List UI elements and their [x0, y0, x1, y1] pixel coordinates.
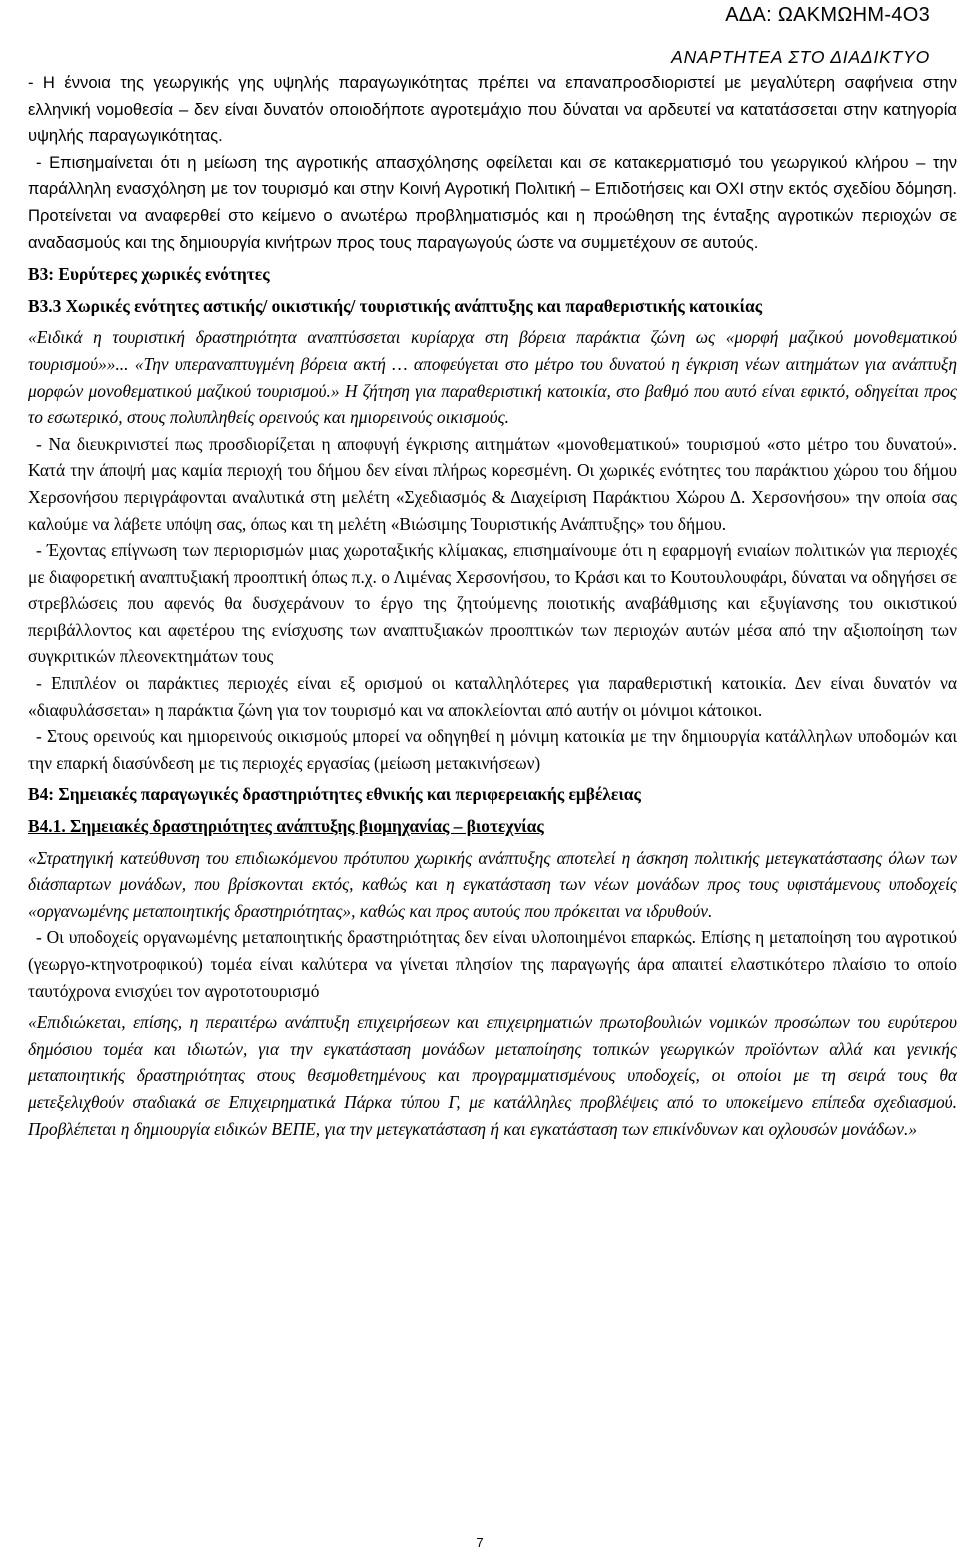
document-body [28, 70, 957, 1142]
quote-business-parks: «Επιδιώκεται, επίσης, η περαιτέρω ανάπτυξη επιχειρήσεων και επιχειρηματιών πρωτοβουλιών νομικών προσώπων του ευρύτερου δημόσιου τομέα και ιδιωτών, για την εγκατάσταση μονάδων μεταποίησης τοπικών γεωργικών προϊόντων αλλά και γενικής μεταποιητικής δραστηριότητας στους θεσμοθετημένους και προγραμματισμένους υποδοχείς, οι οποίοι με τη σειρά τους θα μετεξελιχθούν σταδιακά σε Επιχειρηματικά Πάρκα τύπου Γ, με κατάλληλες προβλέψεις από το υποκείμενο επίπεδα σχεδιασμού. Προβλέπεται η δημιουργία ειδικών ΒΕΠΕ, για την μετεγκατάσταση ή και εγκατάσταση των επικίνδυνων και οχλουσών μονάδων.» [28, 1012, 957, 1139]
paragraph-agricultural-employment-b: Προτείνεται να αναφερθεί στο κείμενο ο ανωτέρω προβληματισμός και η προώθηση της ένταξης αγροτικών περιοχών σε αναδασμούς και της δημιουργία κινήτρων προς τους παραγωγούς ώστε να συμμετέχουν σε αυτούς. [28, 205, 957, 252]
paragraph-processing-receivers: - Οι υποδοχείς οργανωμένης μεταποιητικής δραστηριότητας δεν είναι υλοποιημένοι επαρκώς. Επίσης η μεταποίηση του αγροτικού (γεωργο-κτηνοτροφικού) τομέα είναι καλύτερα να γίνεται πλησίον της παραγωγής άρα απαιτεί ελαστικότερο πλαίσιο το οποίο ταυτόχρονα ενισχύει τον αγροτοτουρισμό [28, 927, 957, 1001]
paragraph-coastal-residence: - Επιπλέον οι παράκτιες περιοχές είναι εξ ορισμού οι καταλληλότερες για παραθεριστική κατοικία. Δεν είναι δυνατόν να «διαφυλάσσεται» η παράκτια ζώνη για τον τουρισμό και να αποκλείονται από αυτήν οι μόνιμοι κάτοικοι. [28, 673, 957, 720]
paragraph-mountain-settlements: - Στους ορεινούς και ημιορεινούς οικισμούς μπορεί να οδηγηθεί η μόνιμη κατοικία με την δημιουργία κατάλληλων υποδομών και την επαρκή διασύνδεση με τις περιοχές εργασίας (μείωση μετακινήσεων) [28, 726, 957, 773]
paragraph-agricultural-employment [28, 150, 957, 256]
quote-relocation-strategy: «Στρατηγική κατεύθυνση του επιδιωκόμενου πρότυπου χωρικής ανάπτυξης αποτελεί η άσκηση πολιτικής μετεγκατάστασης όλων των διάσπαρτων μονάδων, που βρίσκονται εκτός, καθώς και η εγκατάσταση των νέων μονάδων προς τους υφιστάμενους υποδοχείς «οργανωμένης μεταποιητικής δραστηριότητας», καθώς και προς αυτούς που πρόκειται να ιδρυθούν. [28, 847, 957, 921]
quote-tourism-north-coast: «Ειδικά η τουριστική δραστηριότητα αναπτύσσεται κυρίαρχα στη βόρεια παράκτια ζώνη ως «μορφή μαζικού μονοθεματικού τουρισμού»»... «Την υπεραναπτυγμένη βόρεια ακτή … αποφεύγεται στο μέτρο του δυνατού η έγκριση νέων αιτημάτων για ανάπτυξη μορφών μονοθεματικού μαζικού τουρισμού.» Η ζήτηση για παραθεριστική κατοικία, στο βαθμό που αυτό είναι εφικτό, οδηγείται προς το εσωτερικό, στους πολυπληθείς ορεινούς και ημιορεινούς οικισμούς. [28, 327, 957, 428]
heading-b3-3: Β3.3 Χωρικές ενότητες αστικής/ οικιστικής/ τουριστικής ανάπτυξης και παραθεριστικής κατοικίας [28, 295, 763, 316]
paragraph-productivity-land: - Η έννοια της γεωργικής γης υψηλής παραγωγικότητας πρέπει να επαναπροσδιοριστεί με μεγαλύτερη σαφήνεια στην ελληνική νομοθεσία – δεν είναι δυνατόν οποιοδήποτε αγροτεμάχιο που δύναται να αρδευτεί να κατατάσσεται στην κατηγορία υψηλής παραγωγικότητας. [28, 73, 957, 146]
paragraph-uniform-policies: - Έχοντας επίγνωση των περιορισμών μιας χωροταξικής κλίμακας, επισημαίνουμε ότι η εφαρμογή ενιαίων πολιτικών για περιοχές με διαφορετική αναπτυξιακή προοπτική όπως π.χ. ο Λιμένας Χερσονήσου, το Κράσι και το Κουτουλουφάρι, δύναται να οδηγήσει σε στρεβλώσεις που αφενός θα δυσχεράνουν το έργο της ζητούμενης ποιοτικής αναβάθμισης και εξυγίανσης του οικιστικού περιβάλλοντος και αφετέρου της ενίσχυσης των αναπτυξιακών προοπτικών των περιοχών αυτών μέσα από την αξιοποίηση των συγκριτικών πλεονεκτημάτων τους [28, 540, 957, 667]
heading-b4-1 [28, 813, 957, 840]
paragraph-agricultural-employment-a: - Επισημαίνεται ότι η μείωση της αγροτικής απασχόλησης οφείλεται και σε κατακερματισμό του γεωργικού κλήρου – την παράλληλη ενασχόληση με τον τουρισμό και στην Κοινή Αγροτική Πολιτική – Επιδοτήσεις και ΟΧΙ στην εκτός σχεδίου δόμηση. [28, 152, 957, 199]
heading-b4-1-text: Β4.1. Σημειακές δραστηριότητες ανάπτυξης βιομηχανίας – βιοτεχνίας [28, 816, 544, 837]
page-number: 7 [476, 1535, 484, 1550]
heading-b3: Β3: Ευρύτερες χωρικές ενότητες [28, 264, 270, 285]
paragraph-monothematic-tourism: - Να διευκρινιστεί πως προσδιορίζεται η αποφυγή έγκρισης αιτημάτων «μονοθεματικού» τουρισμού «στο μέτρο του δυνατού». Κατά την άποψή μας καμία περιοχή του δήμου δεν είναι πλήρως κορεσμένη. Οι χωρικές ενότητες του παράκτιου χώρου του δήμου Χερσονήσου περιγράφονται αναλυτικά στη μελέτη «Σχεδιασμός & Διαχείριση Παράκτιου Χώρου Δ. Χερσονήσου» την οποία σας καλούμε να λάβετε υπόψη σας, όπως και τη μελέτη «Βιώσιμης Τουριστικής Ανάπτυξης» του δήμου. [28, 433, 957, 534]
posted-online-label: ΑΝΑΡΤΗΤΕΑ ΣΤΟ ΔΙΑΔΙΚΤΥΟ [671, 47, 930, 67]
ada-code: ΑΔΑ: ΩΑΚΜΩΗΜ-4Ο3 [725, 4, 930, 26]
heading-b4: Β4: Σημειακές παραγωγικές δραστηριότητες εθνικής και περιφερειακής εμβέλειας [28, 784, 641, 805]
